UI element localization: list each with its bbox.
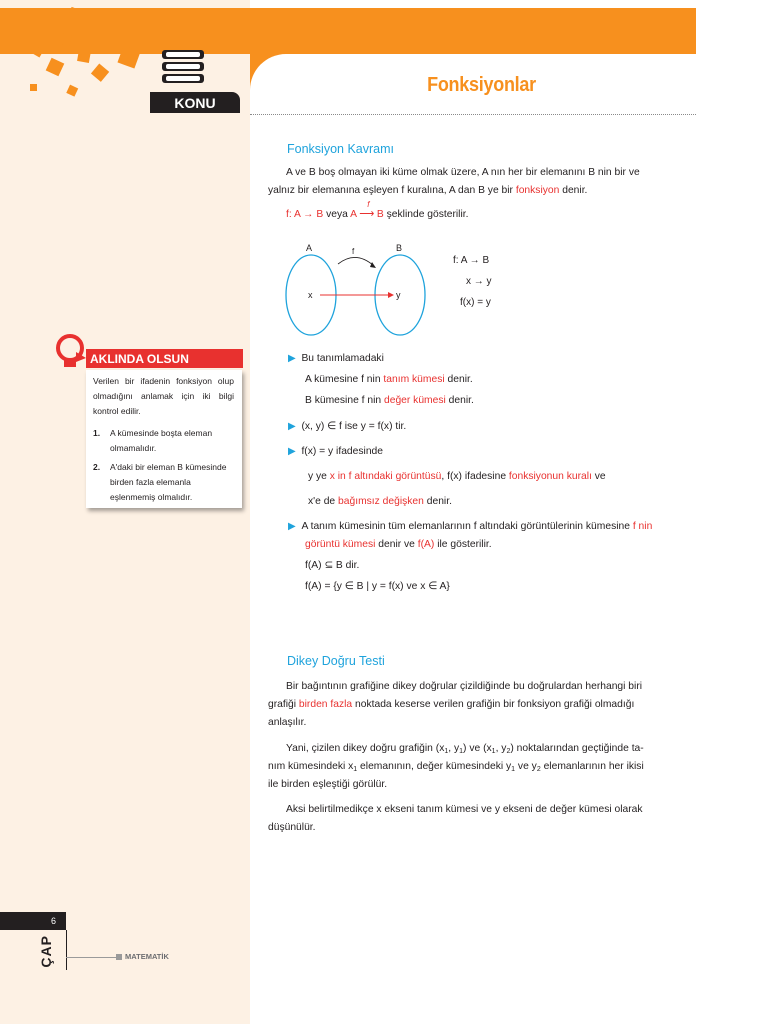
s2-p2-line1: Yani, çizilen dikey doğru grafiğin ($x_1$, $y_1$) ve ($x_1$, $y_2$) noktalarından geçtiğinde ta- (286, 743, 644, 755)
bullet-4: ▶ A tanım kümesinin tüm elemanlarının f altındaki görüntülerinin kümesine f nin (288, 521, 653, 532)
aklinda-item2-num: 2. (93, 462, 101, 472)
bullet-triangle-icon: ▶ (288, 521, 296, 532)
books-icon (160, 48, 208, 90)
s2-p2-line2: nım kümesindeki $x_1$ elemanının, değer kümesindeki $y_1$ ve $y_2$ elemanlarının her ikisi (268, 761, 644, 773)
s2-p3-line1: Aksi belirtilmedikçe x ekseni tanım kümesi ve y ekseni de değer kümesi olarak (286, 804, 643, 815)
s2-p1-line3: anlaşılır. (268, 717, 307, 728)
aklinda-intro: Verilen bir ifadenin fonksiyon olup olmadığını anlamak için iki bilgi kontrol edilir. (93, 376, 234, 416)
para1-line1: A ve B boş olmayan iki küme olmak üzere, A nın her bir elemanını B nin bir ve (286, 167, 640, 178)
footer-subject: MATEMATİK (125, 952, 169, 961)
label-y: y (396, 290, 401, 300)
mapping-diagram (280, 240, 440, 340)
title-divider (250, 114, 696, 115)
lightbulb-icon (54, 332, 88, 372)
section-heading-dikey-dogru-testi: Dikey Doğru Testi (287, 654, 385, 668)
bullet-2: ▶ (x, y) ∈ f ise y = f(x) tir. (288, 421, 407, 432)
bullet-3: ▶ f(x) = y ifadesinde (288, 446, 383, 457)
page-title: Fonksiyonlar (427, 74, 536, 96)
left-margin-panel (0, 0, 250, 1024)
bullet-1-line1: A kümesine f nin tanım kümesi denir. (305, 374, 473, 385)
aklinda-item1-num: 1. (93, 428, 101, 438)
s2-p3-line2: düşünülür. (268, 822, 316, 833)
s2-p2-line3: ile birden eşleştiği görülür. (268, 779, 388, 790)
bullet-4-line4: f(A) = {y ∈ B | y = f(x) ve x ∈ A} (305, 581, 450, 592)
aklinda-olsun-title: AKLINDA OLSUN (86, 349, 243, 368)
bullet-triangle-icon: ▶ (288, 421, 296, 432)
cap-logo: ÇAP (38, 935, 54, 968)
label-f: f (352, 247, 355, 256)
bullet-3-line1: y ye x in f altındaki görüntüsü, f(x) ifadesine fonksiyonun kuralı ve (308, 471, 606, 482)
aklinda-item2: A'daki bir eleman B kümesinde birden fazla elemanla eşlenmemiş olmalıdır. (110, 462, 227, 502)
section-heading-fonksiyon-kavrami: Fonksiyon Kavramı (287, 142, 394, 156)
footer-vertical-line (66, 930, 67, 970)
bullet-1: ▶ Bu tanımlamadaki (288, 353, 384, 364)
aklinda-item1: A kümesinde boşta eleman olmamalıdır. (110, 428, 213, 453)
def-line2: x → y (466, 276, 492, 287)
bullet-triangle-icon: ▶ (288, 446, 296, 457)
s2-p1-line2: grafiği birden fazla noktada keserse verilen grafiğin bir fonksiyon grafiği olmadığı (268, 699, 635, 710)
bullet-triangle-icon: ▶ (288, 353, 296, 364)
footer-line (66, 957, 116, 958)
notation-line: f: A → B veya A f ⟶ B şeklinde gösterilir. (286, 200, 469, 220)
label-b: B (396, 243, 403, 253)
aklinda-olsun-box (86, 370, 242, 508)
def-line3: f(x) = y (460, 297, 491, 308)
page-number: 6 (0, 912, 66, 930)
bullet-3-line2: x'e de bağımsız değişken denir. (308, 496, 452, 507)
decorative-squares (20, 4, 160, 104)
konu-label: KONU (150, 92, 240, 113)
f-curve-arrow (338, 257, 374, 266)
bullet-4-line3: f(A) ⊆ B dir. (305, 560, 360, 571)
label-a: A (306, 243, 313, 253)
footer-square-icon (116, 954, 122, 960)
s2-p1-line1: Bir bağıntının grafiğine dikey doğrular çizildiğinde bu doğrulardan herhangi biri (286, 681, 643, 692)
bullet-1-line2: B kümesine f nin değer kümesi denir. (305, 395, 474, 406)
label-x: x (308, 290, 313, 300)
bullet-4-line2: görüntü kümesi denir ve f(A) ile gösterilir. (305, 539, 492, 550)
def-line1: f: A → B (453, 255, 490, 266)
para1-line2: yalnız bir elemanına eşleyen f kuralına, A dan B ye bir fonksiyon denir. (268, 185, 588, 196)
mapping-arrowhead (388, 292, 394, 298)
